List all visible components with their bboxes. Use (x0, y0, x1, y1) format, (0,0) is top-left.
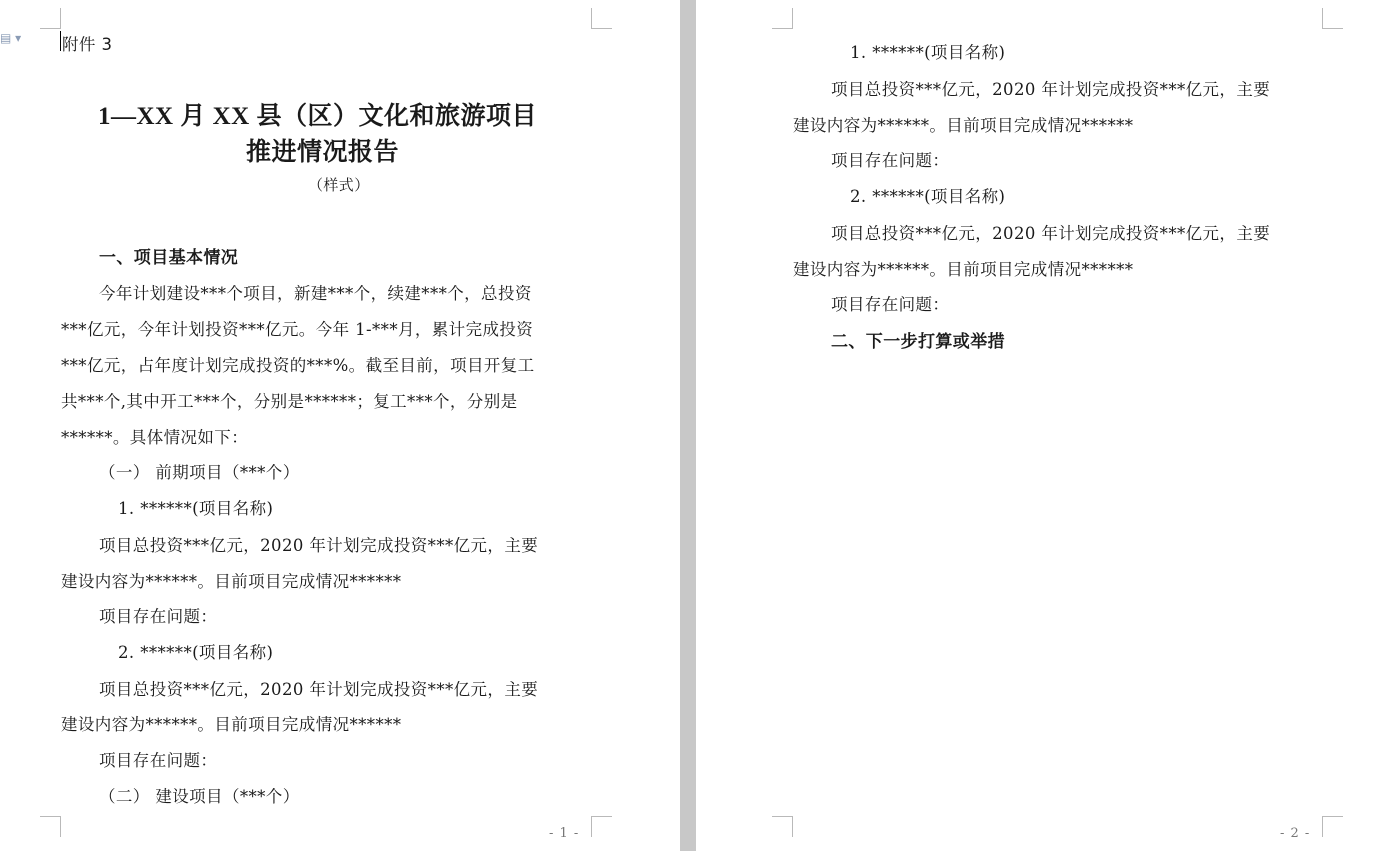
page-number: - 1 - (549, 826, 580, 841)
page-gutter (680, 0, 696, 851)
paragraph-line: 建设内容为******。目前项目完成情况****** (61, 715, 402, 734)
subsection-heading-construction: （二） 建设项目（***个） (99, 787, 300, 806)
project-item-title: 2. ******(项目名称) (118, 643, 274, 662)
crop-mark-bottom-right (591, 816, 612, 837)
crop-mark-bottom-right (1322, 816, 1343, 837)
crop-mark-top-right (1322, 8, 1343, 29)
paragraph-line: 建设内容为******。目前项目完成情况****** (793, 260, 1134, 279)
crop-mark-bottom-left (40, 816, 61, 837)
page-subtitle: （样式） (308, 176, 370, 194)
paragraph-line: ***亿元，占年度计划完成投资的***%。截至目前，项目开复工 (61, 356, 535, 375)
paragraph-line: ******。具体情况如下： (61, 428, 249, 447)
crop-mark-top-right (591, 8, 612, 29)
paragraph-line: 项目总投资***亿元，2020 年计划完成投资***亿元，主要 (99, 536, 539, 555)
text-cursor (60, 31, 61, 51)
crop-mark-bottom-left (772, 816, 793, 837)
page-title-line-1: 1—XX 月 XX 县（区）文化和旅游项目 (98, 103, 537, 130)
paragraph-line: 建设内容为******。目前项目完成情况****** (61, 572, 402, 591)
page-number: - 2 - (1280, 826, 1311, 841)
section-heading-next-steps: 二、下一步打算或举措 (831, 332, 1005, 352)
crop-mark-top-left (40, 8, 61, 29)
attachment-label: 附件 3 (62, 35, 113, 54)
paragraph-line: 建设内容为******。目前项目完成情况****** (793, 116, 1134, 135)
crop-mark-top-left (772, 8, 793, 29)
project-item-title: 1. ******(项目名称) (118, 499, 274, 518)
paragraph-line: 今年计划建设***个项目，新建***个，续建***个，总投资 (99, 284, 532, 303)
paragraph-line: 项目总投资***亿元，2020 年计划完成投资***亿元，主要 (831, 80, 1271, 99)
subsection-heading-preliminary: （一） 前期项目（***个） (99, 463, 300, 482)
document-page-2 (696, 0, 1381, 851)
document-page-1 (0, 0, 680, 851)
section-heading-basic-info: 一、项目基本情况 (99, 248, 239, 268)
paragraph-line: ***亿元，今年计划投资***亿元。今年 1-***月，累计完成投资 (61, 320, 534, 339)
project-item-title: 1. ******(项目名称) (850, 43, 1006, 62)
paragraph-line: 项目总投资***亿元，2020 年计划完成投资***亿元，主要 (99, 680, 539, 699)
project-issue-label: 项目存在问题： (99, 607, 218, 626)
paragraph-line: 项目总投资***亿元，2020 年计划完成投资***亿元，主要 (831, 224, 1271, 243)
paragraph-line: 共***个,其中开工***个，分别是******；复工***个，分别是 (61, 392, 518, 411)
project-item-title: 2. ******(项目名称) (850, 187, 1006, 206)
project-issue-label: 项目存在问题： (831, 151, 950, 170)
project-issue-label: 项目存在问题： (831, 295, 950, 314)
document-icon[interactable]: ▤ ▾ (0, 31, 22, 45)
page-title-line-2: 推进情况报告 (246, 139, 400, 166)
project-issue-label: 项目存在问题： (99, 751, 218, 770)
